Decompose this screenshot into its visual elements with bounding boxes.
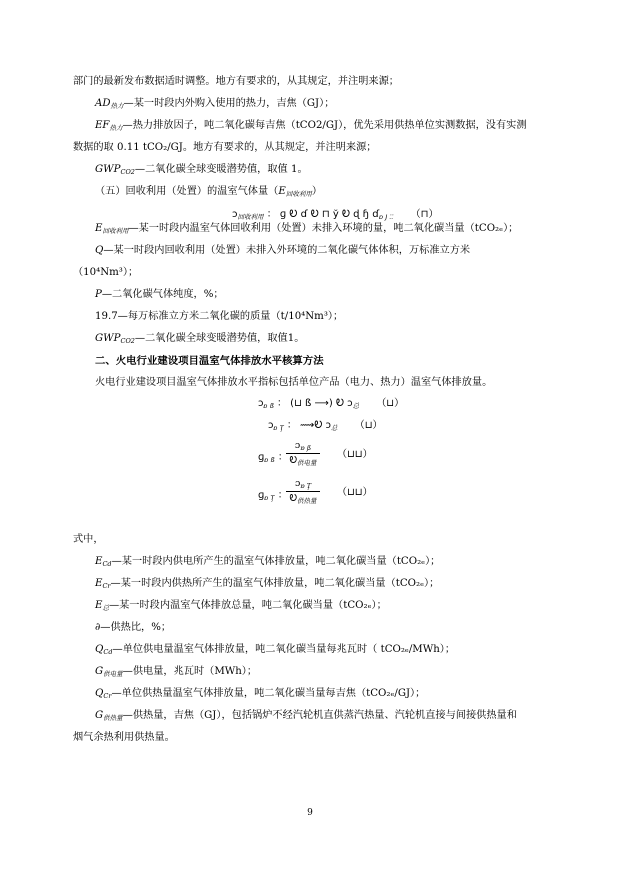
symbol: G <box>95 666 104 677</box>
symbol-subscript: 供热量 <box>103 714 123 722</box>
numerator <box>286 440 320 452</box>
eq-rhs: ： ⟿Ꭷ ɔ <box>286 420 332 431</box>
text-line <box>95 376 492 390</box>
symbol: GWP <box>95 333 121 344</box>
symbol-subscript: Cd <box>103 648 113 656</box>
num-symbol: ɔ <box>294 478 301 489</box>
symbol: Q <box>95 245 104 256</box>
equation-qcd-lhs: ɡ$_{ɒ ß}$ ： <box>258 452 288 464</box>
section-heading-2 <box>95 354 324 368</box>
symbol: E <box>95 600 103 611</box>
num-sub: ɒ Ţ <box>300 482 312 490</box>
eq-lhs: ɡ <box>258 490 265 501</box>
symbol-subscript: CO2 <box>120 337 135 345</box>
equation-number <box>337 449 373 461</box>
den-sub: 供热量 <box>297 497 317 505</box>
num-symbol: ɔ <box>294 440 301 451</box>
definition-gwp <box>95 163 308 179</box>
definition-qcr <box>95 687 425 703</box>
definition-text: —某一时段内回收利用（处置）未排入外环境的二氧化碳气体体积，万标准立方米 <box>103 245 471 256</box>
line-text: （10⁴Nm³）； <box>73 267 139 278</box>
den-symbol: Ꭷ <box>289 493 298 504</box>
symbol: P <box>95 289 102 300</box>
definition-e-recycle <box>95 222 518 238</box>
definition-text: —某一时段内温室气体排放总量，吨二氧化碳当量（tCO₂ₑ）； <box>108 600 387 611</box>
eq-lhs: ɡ <box>258 452 265 463</box>
heading-text-end: ） <box>311 186 322 197</box>
definition-p <box>95 288 224 302</box>
symbol: Q <box>95 688 104 699</box>
text-line <box>73 141 376 155</box>
eq-rhs: ： ɡ Ꭷ ɗ Ꭷ ⊓ ў Ꭷ ɖ ɧ ɗ <box>266 209 380 220</box>
symbol: E <box>95 556 103 567</box>
equation-recycle <box>232 209 438 223</box>
symbol-subscript: 总 <box>102 604 109 612</box>
eq-lhs-sub: 回收利用 <box>237 213 264 221</box>
definition-text: 19.7—每万标准立方米二氧化碳的质量（t/10⁴Nm³）； <box>95 311 344 322</box>
equation-number <box>337 487 373 499</box>
definition-19-7 <box>95 310 343 324</box>
eq-lhs: ɔ <box>268 420 274 431</box>
line-text: 烟气余热利用供热量。 <box>73 732 175 743</box>
definition-text: —某一时段内供热所产生的温室气体排放量，吨二氧化碳当量（tCO₂ₑ）； <box>110 578 440 589</box>
definition-qcd <box>95 643 455 659</box>
definition-text: —二氧化碳全球变暖潜势值，取值1。 <box>134 333 305 344</box>
eq-rhs-sub: 总 <box>352 402 360 410</box>
equation-number: （⊔） <box>376 398 405 409</box>
definition-text: —某一时段内温室气体回收利用（处置）未排入环境的量，吨二氧化碳当量（tCO₂ₑ）； <box>128 223 519 234</box>
line-text: 部门的最新发布数据适时调整。地方有要求的，从其规定，并注明来源； <box>73 76 399 87</box>
symbol-subscript: 回收利用 <box>102 227 129 235</box>
symbol: E <box>95 578 103 589</box>
definition-etotal <box>95 599 387 615</box>
symbol-subscript: 热力 <box>110 102 124 110</box>
fraction-bar <box>286 491 320 492</box>
definition-gwp-2 <box>95 332 304 348</box>
heading-text: 二、火电行业建设项目温室气体排放水平核算方法 <box>95 355 324 367</box>
definition-text: —二氧化碳气体纯度，%； <box>101 289 224 300</box>
num-sub: ɒ ß <box>300 444 312 452</box>
symbol: G <box>95 710 104 721</box>
heading-text: （五）回收利用（处置）的温室气体量（ <box>95 186 279 197</box>
definition-ecd <box>95 555 440 571</box>
symbol-subscript: Cd <box>102 560 112 568</box>
page-number <box>0 808 620 818</box>
definition-text: —单位供热量温室气体排放量，吨二氧化碳当量每吉焦（tCO₂ₑ/GJ）； <box>111 688 426 699</box>
denominator <box>286 493 320 505</box>
symbol: Q <box>95 644 104 655</box>
symbol-subscript: 供电量 <box>103 670 123 678</box>
eq-lhs-sub: ɒ ß <box>263 402 274 410</box>
text-line <box>73 266 138 280</box>
definition-q <box>95 244 470 258</box>
symbol-subscript: Cr <box>103 692 112 700</box>
equation-qcr-lhs: ɡ$_{ɒ Ţ}$ ： <box>258 490 288 502</box>
definition-text: —某一时段内外购入使用的热力，吉焦（GJ）； <box>123 98 335 109</box>
text-line <box>73 533 104 547</box>
equation-ecd <box>258 398 404 412</box>
definition-ecr <box>95 577 439 593</box>
equation-qcr-fraction <box>286 478 320 505</box>
eq-rhs-sub: ɒ J ⁚⁚ <box>379 213 394 221</box>
denominator <box>286 455 320 467</box>
text-line <box>73 75 399 89</box>
eq-lhs-sub: ɒ Ţ <box>273 424 284 432</box>
fraction-bar <box>286 453 320 454</box>
symbol-subscript: CO2 <box>120 168 135 176</box>
definition-text: —单位供电量温室气体排放量，吨二氧化碳当量每兆瓦时（ tCO₂ₑ/MWh）； <box>112 644 456 655</box>
definition-ad <box>95 97 334 113</box>
line-text: 数据的取 0.11 tCO₂/GJ。地方有要求的，从其规定，并注明来源； <box>73 142 377 153</box>
symbol: GWP <box>95 164 121 175</box>
page-number-text: 9 <box>307 808 313 818</box>
definition-g-power <box>95 665 257 681</box>
line-text: 式中， <box>73 534 104 545</box>
den-sub: 供电量 <box>297 459 317 467</box>
symbol-subscript: Cr <box>102 582 111 590</box>
symbol: E <box>95 223 103 234</box>
eq-lhs-sub: ɒ Ţ <box>264 494 275 502</box>
definition-text: —供电量，兆瓦时（MWh）； <box>122 666 258 677</box>
definition-text: —供热比，%； <box>100 622 172 633</box>
definition-text: —二氧化碳全球变暖潜势值，取值 1。 <box>134 164 308 175</box>
section-heading-5 <box>95 185 322 201</box>
symbol: AD <box>95 98 111 109</box>
definition-heat-ratio <box>95 621 171 635</box>
eq-lhs: ɔ <box>232 209 238 220</box>
definition-text: —某一时段内供电所产生的温室气体排放量，吨二氧化碳当量（tCO₂ₑ）； <box>111 556 441 567</box>
eq-lhs-sub: ɒ ß <box>264 456 275 464</box>
definition-g-heat <box>95 709 517 725</box>
eq-rhs-sub: 总 <box>331 424 338 432</box>
equation-number-text: （⊔⊔） <box>337 449 373 460</box>
definition-ef <box>95 119 527 135</box>
symbol-subscript: 热力 <box>109 124 123 132</box>
definition-text: —供热量，吉焦（GJ），包括锅炉不经汽轮机直供蒸汽热量、汽轮机直接与间接供热量和 <box>122 710 517 721</box>
symbol: ∂ <box>95 622 101 633</box>
equation-ecr <box>268 420 383 434</box>
equation-number-text: （⊔⊔） <box>337 487 373 498</box>
line-text: 火电行业建设项目温室气体排放水平指标包括单位产品（电力、热力）温室气体排放量。 <box>95 377 493 388</box>
symbol: E <box>278 186 286 197</box>
definition-text: —热力排放因子，吨二氧化碳每吉焦（tCO2/GJ），优先采用供热单位实测数据，没有实测 <box>122 120 527 131</box>
eq-lhs: ɔ <box>258 398 264 409</box>
eq-rhs: ： (⊔ ß ⟶) Ꭷ ɔ <box>276 398 353 409</box>
numerator <box>286 478 320 490</box>
symbol: EF <box>95 120 110 131</box>
den-symbol: Ꭷ <box>289 455 298 466</box>
symbol-subscript: 回收利用 <box>285 190 312 198</box>
equation-number: （⊓） <box>410 209 439 220</box>
equation-qcd-fraction <box>286 440 320 467</box>
text-line <box>73 731 175 745</box>
equation-number: （⊔） <box>354 420 383 431</box>
